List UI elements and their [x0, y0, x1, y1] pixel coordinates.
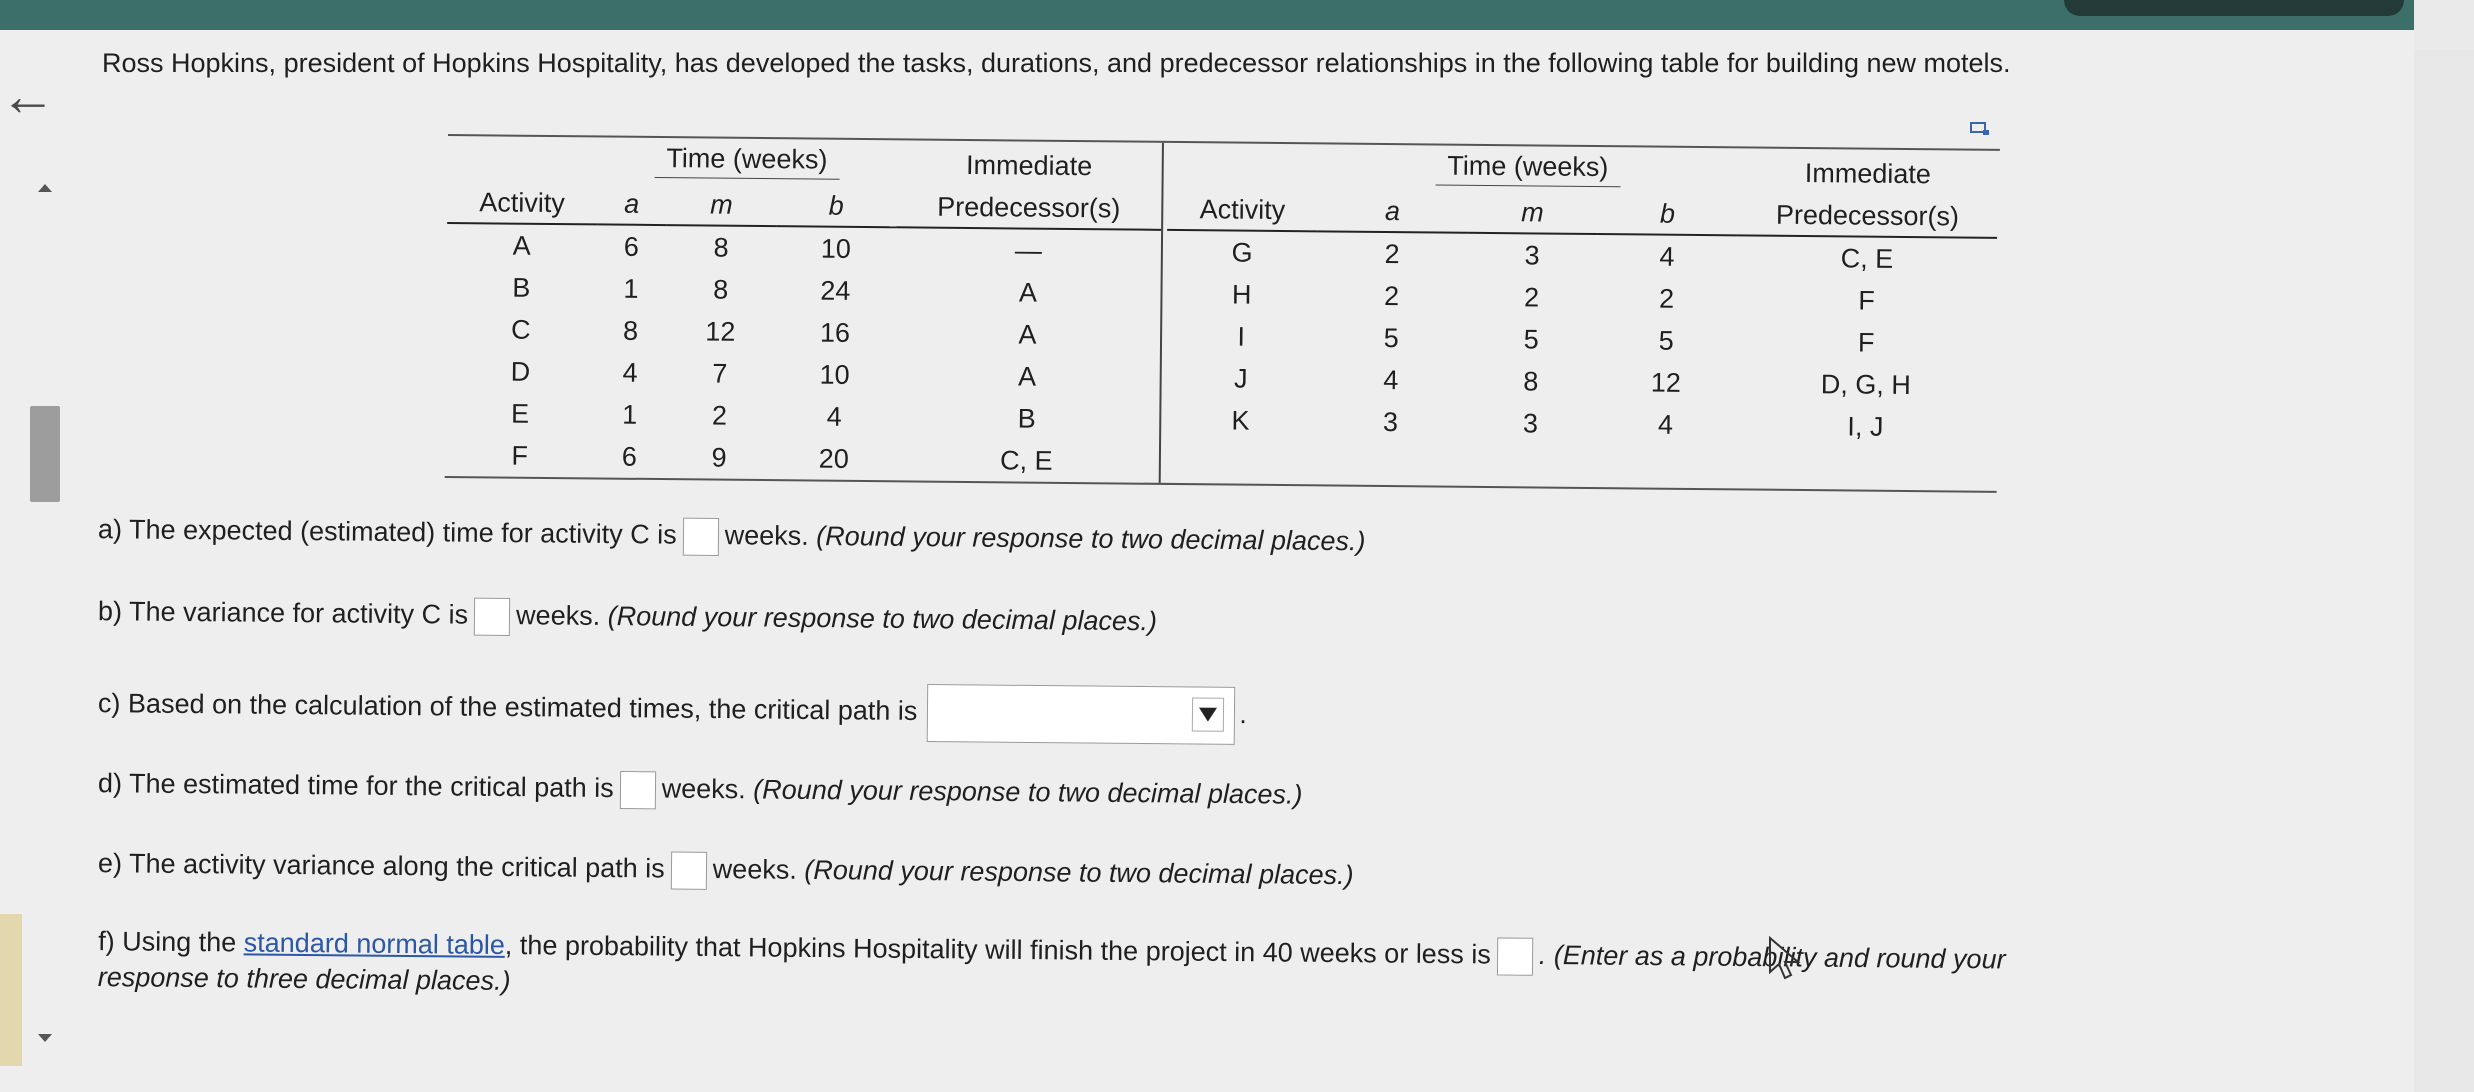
table-right-half — [1161, 143, 2000, 491]
table-cell: 4 — [1657, 409, 1674, 440]
question-b: b) The variance for activity C is weeks. (Round your response to two decimal places.) — [97, 596, 1158, 637]
scroll-down-arrow-icon[interactable] — [38, 1034, 52, 1042]
table-cell: 4 — [622, 357, 638, 388]
table-row — [446, 308, 1161, 357]
activity-header: Activity — [1167, 183, 1317, 231]
table-cell: 3 — [1524, 239, 1540, 270]
table-cell: — — [1014, 234, 1042, 266]
table-cell: 4 — [1383, 364, 1399, 395]
table-cell: 6 — [621, 441, 638, 472]
scroll-up-arrow-icon[interactable] — [38, 184, 52, 192]
answer-d-input[interactable] — [620, 771, 656, 809]
table-row — [446, 350, 1161, 399]
table-cell: E — [510, 398, 530, 429]
table-cell: 6 — [623, 231, 640, 262]
table-cell: J — [1233, 363, 1248, 394]
table-cell: 8 — [713, 232, 729, 263]
question-d: d) The estimated time for the critical path is weeks. (Round your response to two decimal places.) — [97, 768, 1303, 810]
table-cell: C, E — [999, 444, 1053, 476]
table-cell: 12 — [1650, 367, 1681, 398]
top-bar-tab — [2064, 0, 2404, 16]
table-cell: K — [1231, 405, 1250, 436]
table-cell: B — [1017, 402, 1036, 434]
copy-icon[interactable] — [1970, 122, 1990, 136]
table-row — [445, 392, 1160, 441]
answer-e-input[interactable] — [671, 851, 707, 889]
table-cell: 9 — [711, 442, 727, 473]
table-cell: H — [1231, 279, 1252, 310]
mouse-cursor-icon — [1768, 936, 1808, 982]
time-weeks-header: Time (weeks) — [1435, 150, 1620, 187]
table-row — [447, 223, 1162, 273]
table-cell: 4 — [1659, 241, 1675, 272]
standard-normal-table-link[interactable]: standard normal table — [243, 927, 506, 961]
table-cell: 2 — [1384, 238, 1400, 269]
scrollbar-thumb[interactable] — [30, 406, 60, 502]
table-cell: 2 — [1383, 280, 1400, 311]
a-header: a — [1317, 184, 1467, 232]
table-left-half — [445, 136, 1164, 483]
table-cell: I, J — [1847, 410, 1884, 442]
table-cell: A — [512, 230, 531, 261]
table-cell: 24 — [820, 275, 851, 306]
table-cell: A — [1018, 276, 1038, 308]
b-header: b — [1597, 187, 1737, 235]
question-f: f) Using the standard normal table, the probability that Hopkins Hospitality will finish the project in 40 weeks or less is . (Enter as a probability and round your response to three decimal places.) — [97, 926, 2006, 996]
table-row — [446, 266, 1161, 315]
answer-f-input[interactable] — [1497, 937, 1533, 975]
table-cell: 16 — [819, 317, 851, 348]
m-header: m — [666, 178, 776, 226]
project-table — [445, 134, 2000, 493]
table-cell: D — [510, 356, 531, 387]
pred-header-line1: Immediate — [965, 149, 1093, 182]
top-right-corner — [2414, 0, 2474, 50]
answer-a-input[interactable] — [683, 518, 719, 556]
table-row — [445, 434, 1160, 483]
back-arrow-icon[interactable]: ← — [0, 64, 56, 127]
a-header: a — [597, 177, 667, 225]
problem-intro: Ross Hopkins, president of Hopkins Hospitality, has developed the tasks, durations, and predecessor relationships in the following table for building new motels. — [102, 48, 2011, 78]
question-e: e) The activity variance along the critical path is weeks. (Round your response to two decimal places.) — [97, 848, 1354, 891]
b-header: b — [776, 179, 896, 227]
pred-header-line1: Immediate — [1804, 158, 1932, 190]
table-cell: 5 — [1383, 322, 1399, 353]
table-cell: 2 — [1658, 283, 1675, 314]
table-cell: 5 — [1658, 325, 1674, 356]
table-cell: A — [1017, 360, 1037, 392]
table-cell: 3 — [1522, 407, 1539, 438]
table-cell: 8 — [713, 274, 729, 305]
chevron-down-icon[interactable] — [1192, 698, 1224, 732]
table-cell: 4 — [826, 401, 842, 432]
time-weeks-header: Time (weeks) — [654, 143, 839, 180]
table-cell: B — [512, 272, 531, 303]
question-a: a) The expected (estimated) time for activity C is weeks. (Round your response to two decimal places.) — [97, 514, 1366, 557]
table-cell: I — [1237, 321, 1246, 352]
question-c: c) Based on the calculation of the estimated times, the critical path is . — [98, 676, 1247, 745]
table-cell: F — [1858, 285, 1876, 316]
pred-header-line2: Predecessor(s) — [896, 180, 1162, 230]
table-cell: G — [1231, 237, 1253, 268]
table-cell: D, G, H — [1820, 368, 1911, 400]
table-cell: 2 — [711, 400, 728, 431]
table-cell: 1 — [623, 273, 639, 304]
critical-path-dropdown[interactable] — [927, 684, 1236, 745]
table-cell: F — [1857, 327, 1875, 358]
table-cell: C, E — [1840, 242, 1894, 274]
table-cell: 10 — [820, 233, 851, 264]
table-cell: 8 — [622, 315, 639, 346]
side-highlight — [0, 914, 22, 1066]
table-cell: 7 — [712, 358, 728, 389]
table-cell: 20 — [818, 443, 849, 474]
answer-b-input[interactable] — [474, 598, 510, 636]
table-cell: 1 — [622, 399, 638, 430]
table-cell: C — [511, 314, 531, 345]
table-cell: A — [1018, 318, 1037, 350]
table-cell: 12 — [705, 315, 736, 347]
table-cell: 3 — [1382, 406, 1399, 437]
table-cell: 2 — [1523, 281, 1540, 312]
table-cell: F — [511, 440, 529, 471]
m-header: m — [1467, 186, 1597, 234]
table-cell: 8 — [1523, 365, 1539, 396]
table-cell: 5 — [1523, 323, 1539, 354]
pred-header-line2: Predecessor(s) — [1737, 188, 1997, 237]
activity-header: Activity — [447, 176, 597, 224]
table-cell: 10 — [819, 359, 850, 390]
